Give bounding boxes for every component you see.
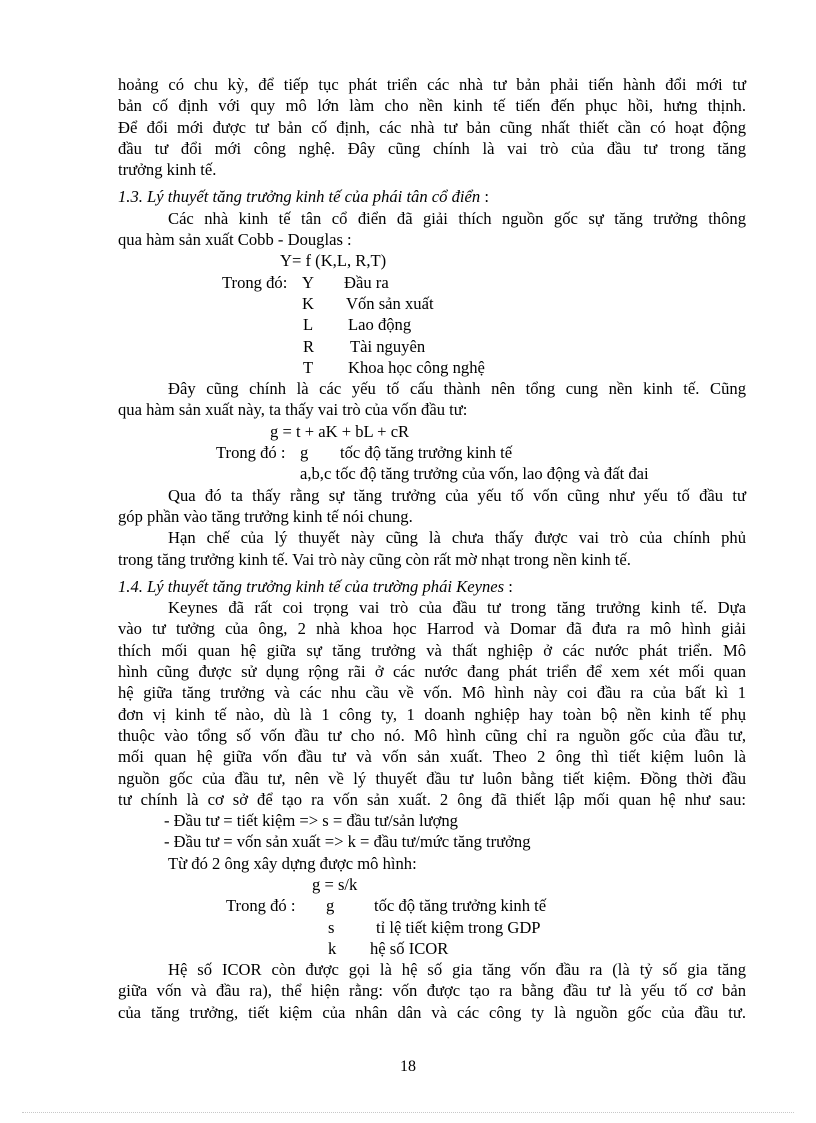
text-line: qua hàm sản xuất này, ta thấy vai trò của vốn đầu tư: xyxy=(118,400,468,420)
text-line: hệ giữa tăng trưởng và các nhu cầu về vốn. Mô hình này coi đầu ra của bất kì 1 xyxy=(118,683,746,703)
definitions-list-1 xyxy=(118,272,746,378)
definition-description: tốc độ tăng trưởng kinh tế xyxy=(374,896,547,916)
formula-harrod-domar xyxy=(118,874,746,895)
text-line: Keynes đã rất coi trọng vai trò của đầu tư trong tăng trưởng kinh tế. Dựa xyxy=(168,598,746,618)
heading-suffix: : xyxy=(504,576,513,596)
text-line: qua hàm sản xuất Cobb - Douglas : xyxy=(118,230,352,250)
page-content xyxy=(118,74,746,1023)
page-number: 18 xyxy=(400,1058,416,1075)
formula-cobb-douglas xyxy=(118,250,746,271)
definition-row xyxy=(118,895,746,916)
paragraph-intro xyxy=(118,74,746,180)
text-line: bản cố định với quy mô lớn làm cho nền kinh tế tiến đến phục hồi, hưng thịnh. xyxy=(118,96,746,116)
formula-text: g = t + aK + bL + cR xyxy=(270,421,410,441)
section-heading-1-3 xyxy=(118,186,746,207)
definition-row xyxy=(118,357,746,378)
text-line: giữa vốn và đầu ra), thể hiện rằng: vốn được tạo ra bằng đầu tư là yếu tố cơ bản xyxy=(118,981,746,1001)
paragraph-icor xyxy=(118,959,746,1023)
text-line: thuộc vào tổng số vốn đầu tư cho nó. Mô hình cũng chỉ ra nguồn gốc của đầu tư, xyxy=(118,725,746,745)
list-item: - Đầu tư = tiết kiệm => s = đầu tư/sản lượng xyxy=(164,811,458,831)
definition-row xyxy=(118,917,746,938)
text-line: hoảng có chu kỳ, để tiếp tục phát triển các nhà tư bản phải tiến hành đổi mới tư xyxy=(118,75,746,94)
text-line: đơn vị kinh tế nào, dù là 1 công ty, 1 doanh nghiệp hay toàn bộ nền kinh tế phụ xyxy=(118,704,746,724)
definition-description: Lao động xyxy=(348,315,412,335)
definition-symbol: s xyxy=(328,917,335,937)
bullet-list xyxy=(118,810,746,853)
text-line: vào tư tưởng của ông, 2 nhà khoa học Harrod và Domar đã đưa ra mô hình giải xyxy=(118,619,746,639)
text-line: của tăng trưởng, tiết kiệm của nhân dân và các công ty là nguồn gốc của đầu tư. xyxy=(118,1002,746,1022)
paragraph-1-3-b xyxy=(118,378,746,421)
paragraph-1-4 xyxy=(118,597,746,810)
definition-symbol: R xyxy=(303,336,315,356)
definition-description: tốc độ tăng trưởng kinh tế xyxy=(340,443,513,463)
paragraph-1-3-c xyxy=(118,485,746,528)
text-line: Các nhà kinh tế tân cổ điển đã giải thích nguồn gốc sự tăng trưởng thông xyxy=(168,208,746,228)
text-line: Để đổi mới được tư bản cố định, các nhà tư bản cũng nhất thiết cần có hoạt động xyxy=(118,117,746,137)
text-line: trong tăng trưởng kinh tế. Vai trò này cũng còn rất mờ nhạt trong nền kinh tế. xyxy=(118,549,631,569)
definition-description: hệ số ICOR xyxy=(370,938,449,958)
paragraph-1-3-intro xyxy=(118,208,746,251)
definition-row xyxy=(118,463,746,484)
text-line: nguồn gốc của đầu tư, nên về lý thuyết đầu tư luôn bằng tiết kiệm. Đồng thời đầu xyxy=(118,768,746,788)
model-intro: Từ đó 2 ông xây dựng được mô hình: xyxy=(168,853,417,873)
section-heading-1-4 xyxy=(118,576,746,597)
text-line: tư chính là cơ sở để tạo ra vốn sản xuất. 2 ông đã thiết lập mối quan hệ như sau: xyxy=(118,789,746,809)
definition-row xyxy=(118,272,746,293)
formula-growth xyxy=(118,421,746,442)
text-line: Hạn chế của lý thuyết này cũng là chưa thấy được vai trò của chính phủ xyxy=(168,528,746,548)
definition-description: tỉ lệ tiết kiệm trong GDP xyxy=(376,917,541,937)
definition-row xyxy=(118,938,746,959)
text-line: Hệ số ICOR còn được gọi là hệ số gia tăng vốn đầu ra (là tỷ số gia tăng xyxy=(168,960,746,980)
text-line: trưởng kinh tế. xyxy=(118,160,217,180)
definition-description: a,b,c tốc độ tăng trưởng của vốn, lao động và đất đai xyxy=(300,464,649,484)
text-line: Qua đó ta thấy rằng sự tăng trưởng của yếu tố vốn cũng như yếu tố đầu tư xyxy=(168,485,746,505)
footer-divider xyxy=(22,1112,794,1113)
definition-symbol: T xyxy=(303,357,314,377)
definition-row xyxy=(118,293,746,314)
definition-description: Đầu ra xyxy=(344,272,389,292)
text-line: Đây cũng chính là các yếu tố cấu thành nên tổng cung nền kinh tế. Cũng xyxy=(168,379,746,399)
heading-title: 1.4. Lý thuyết tăng trưởng kinh tế của trường phái Keynes xyxy=(118,576,505,596)
text-line: mối quan hệ giữa vốn đầu tư và vốn sản xuất. Theo 2 ông thì tiết kiệm luôn là xyxy=(118,747,746,767)
definition-symbol: g xyxy=(326,896,335,916)
formula-text: g = s/k xyxy=(312,874,358,894)
text-line: hình cũng được sử dụng rộng rãi ở các nước đang phát triển để xem xét mối quan xyxy=(118,662,746,682)
text-line: đầu tư đổi mới công nghệ. Đây cũng chính là vai trò của đầu tư trong tăng xyxy=(118,138,746,158)
where-label: Trong đó : xyxy=(216,443,286,463)
definition-row xyxy=(118,336,746,357)
definition-row xyxy=(118,442,746,463)
definition-symbol: g xyxy=(300,443,309,463)
paragraph-1-3-d xyxy=(118,527,746,570)
formula-text: Y= f (K,L, R,T) xyxy=(280,251,387,271)
where-label: Trong đó: xyxy=(222,272,288,292)
definition-row xyxy=(118,314,746,335)
definition-description: Khoa học công nghệ xyxy=(348,357,485,377)
definition-description: Tài nguyên xyxy=(350,336,426,356)
heading-suffix: : xyxy=(480,187,489,207)
where-label: Trong đó : xyxy=(226,896,296,916)
definition-description: Vốn sản xuất xyxy=(346,293,434,313)
list-item: - Đầu tư = vốn sản xuất => k = đầu tư/mức tăng trưởng xyxy=(164,832,531,852)
definition-symbol: Y xyxy=(302,272,314,292)
definition-symbol: K xyxy=(302,293,314,313)
definition-symbol: k xyxy=(328,938,337,958)
text-line: góp phần vào tăng trưởng kinh tế nói chung. xyxy=(118,506,413,526)
text-line: thích mối quan hệ giữa sự tăng trưởng và thất nghiệp ở các nước phát triển. Mô xyxy=(118,640,746,660)
heading-title: 1.3. Lý thuyết tăng trưởng kinh tế của phái tân cổ điển xyxy=(118,187,481,207)
definitions-list-2 xyxy=(118,442,746,485)
definition-symbol: L xyxy=(303,315,314,335)
definitions-list-3 xyxy=(118,895,746,959)
